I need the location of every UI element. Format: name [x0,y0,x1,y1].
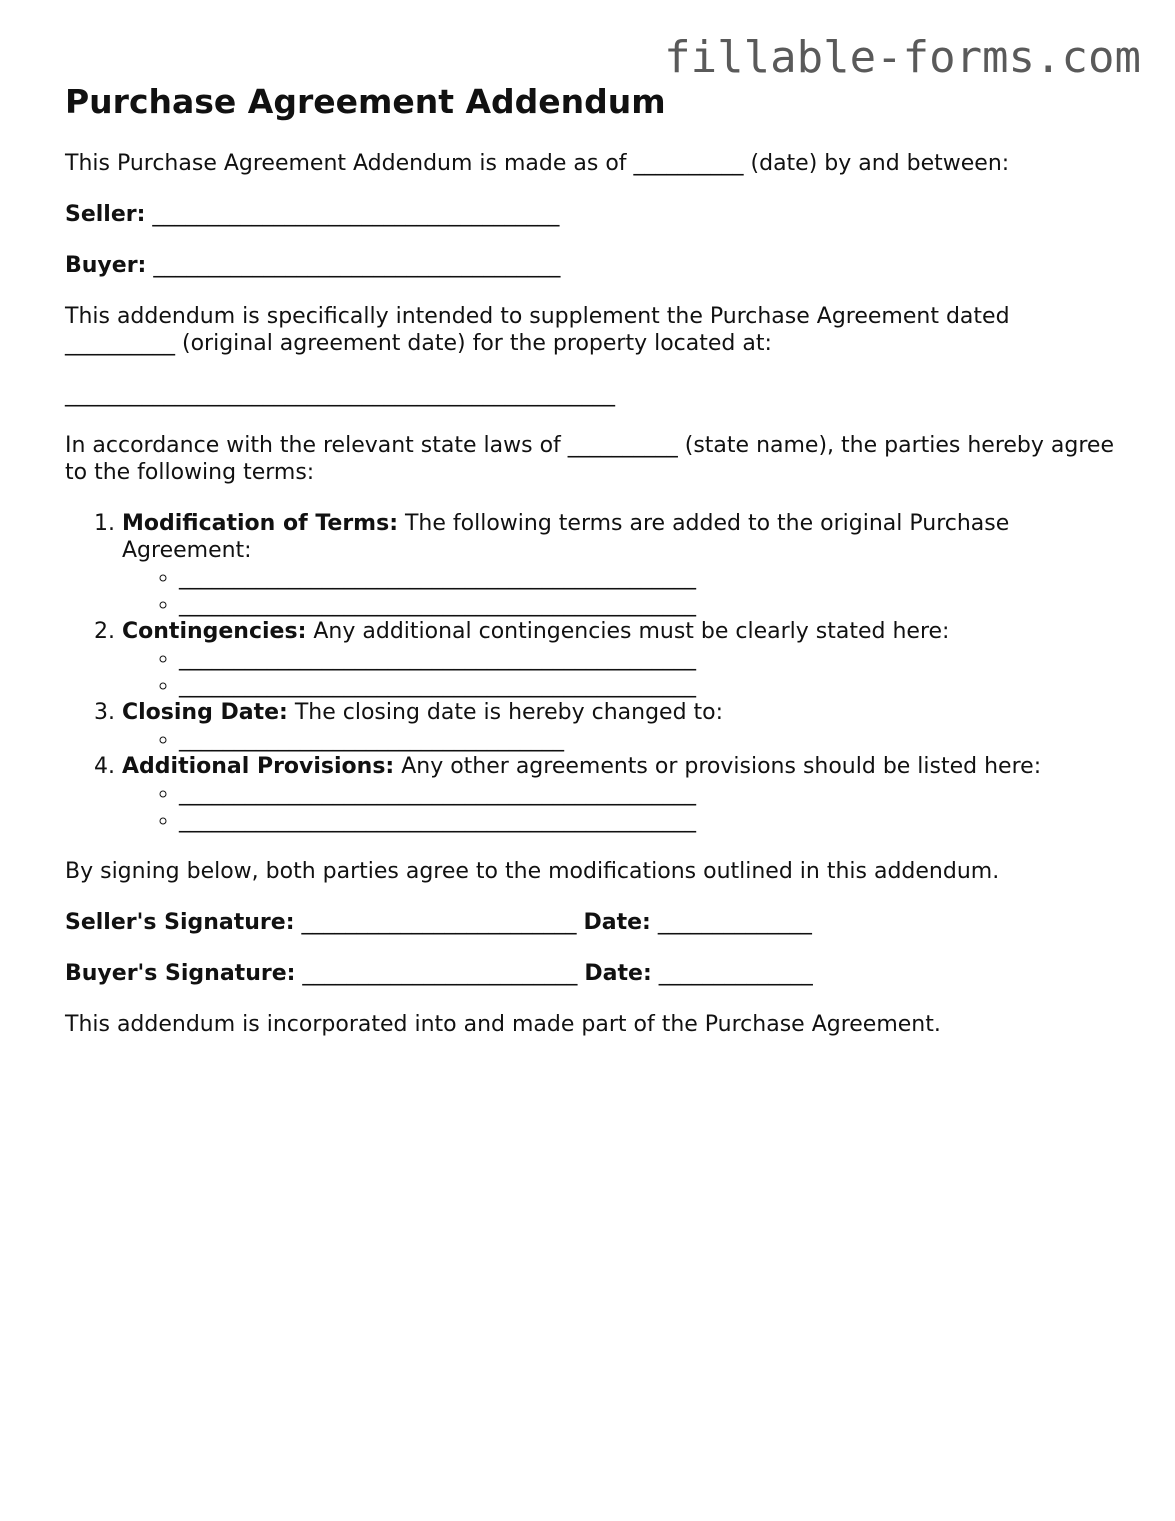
term-blank-line[interactable]: ◦ _______________________________________________ [179,672,1125,699]
buyer-blank[interactable]: _____________________________________ [153,253,561,278]
buyer-label: Buyer: [65,253,147,278]
term-text: Any additional contingencies must be clearly stated here: [306,619,950,644]
document-page [65,80,1125,1038]
seller-signature-label: Seller's Signature: [65,910,295,935]
term-label: Contingencies: [122,619,307,644]
closing-statement: By signing below, both parties agree to the modifications outlined in this addendum. [65,859,1000,884]
term-text: Any other agreements or provisions should be listed here: [394,754,1042,779]
seller-signature-line[interactable] [65,909,1125,936]
term-lines [122,564,1125,618]
term-contingencies [122,618,1125,699]
seller-blank[interactable]: _____________________________________ [152,202,560,227]
seller-label: Seller: [65,202,146,227]
term-additional-provisions [122,753,1125,834]
buyer-signature-label: Buyer's Signature: [65,961,296,986]
buyer-signature-line[interactable] [65,960,1125,987]
property-address-blank[interactable]: __________________________________________________ [65,382,615,407]
term-closing-date [122,699,1125,753]
term-blank-line[interactable]: ◦ _______________________________________________ [179,807,1125,834]
term-blank-line[interactable]: ◦ ___________________________________ [179,726,1125,753]
watermark: fillable-forms.com [664,32,1141,83]
term-text: The following terms are added to the original Purchase Agreement: [122,511,1010,563]
state-laws-paragraph[interactable]: In accordance with the relevant state laws of __________ (state name), the parties hereby agree to the following terms: [65,433,1114,485]
seller-line[interactable] [65,201,1125,228]
term-blank-line[interactable]: ◦ _______________________________________________ [179,645,1125,672]
page-title: Purchase Agreement Addendum [65,82,666,121]
term-lines [122,645,1125,699]
term-label: Closing Date: [122,700,288,725]
term-blank-line[interactable]: ◦ _______________________________________________ [179,564,1125,591]
term-blank-line[interactable]: ◦ _______________________________________________ [179,591,1125,618]
seller-signature-blank[interactable]: _________________________ [301,910,577,935]
term-lines [122,780,1125,834]
buyer-date-label: Date: [584,961,652,986]
buyer-date-blank[interactable]: ______________ [658,961,813,986]
seller-date-label: Date: [583,910,651,935]
intro-paragraph[interactable]: This Purchase Agreement Addendum is made as of __________ (date) by and between: [65,151,1010,176]
terms-list [65,510,1125,834]
term-blank-line[interactable]: ◦ _______________________________________________ [179,780,1125,807]
term-text: The closing date is hereby changed to: [287,700,724,725]
buyer-line[interactable] [65,252,1125,279]
term-label: Modification of Terms: [122,511,398,536]
term-modification [122,510,1125,618]
term-label: Additional Provisions: [122,754,395,779]
supplement-paragraph[interactable]: This addendum is specifically intended to supplement the Purchase Agreement dated __________ (original agreement date) for the property located at: [65,304,1010,356]
seller-date-blank[interactable]: ______________ [657,910,812,935]
term-lines [122,726,1125,753]
buyer-signature-blank[interactable]: _________________________ [302,961,578,986]
final-statement: This addendum is incorporated into and made part of the Purchase Agreement. [65,1012,941,1037]
